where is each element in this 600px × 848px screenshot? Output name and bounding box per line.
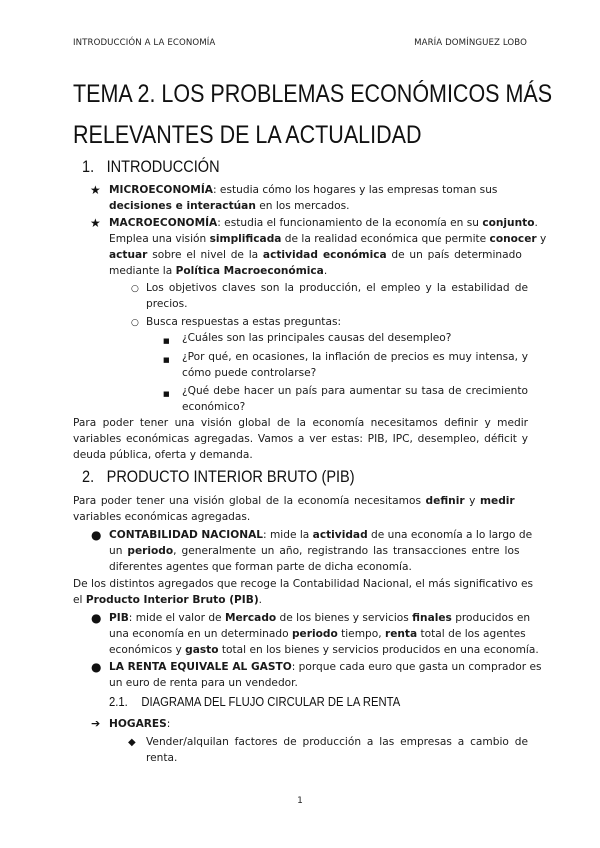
micro-text-end: en los mercados. <box>255 200 350 212</box>
macro-line-2 <box>109 231 547 247</box>
mid-text: el <box>73 594 86 606</box>
macro-bold-actuar: actuar <box>109 249 148 261</box>
macro-bold-simplificada: simplificada <box>209 233 282 245</box>
cn-bold-periodo: periodo <box>127 545 174 557</box>
micro-connector: e <box>171 200 187 212</box>
star-bullet-icon: ★ <box>90 183 101 197</box>
sub-bullet-preguntas: Busca respuestas a estas preguntas: <box>146 316 342 328</box>
pib-bold-renta: renta <box>384 628 418 640</box>
macro-line-3 <box>109 247 529 263</box>
macro-text: de la realidad económica que permite <box>281 233 490 245</box>
paragraph-vision-global: Para poder tener una visión global de la economía necesitamos definir y medir variables económicas agregadas. Vamos a ver estas: PIB, IPC, desempleo, déficit y deuda pública, oferta y demanda. <box>73 417 528 462</box>
cn-line-3: diferentes agentes que forman parte de dicha economía. <box>109 561 412 573</box>
section-heading-introduccion <box>82 158 220 177</box>
macro-text: . <box>534 217 538 229</box>
arrow-right-icon: ➔ <box>91 717 101 730</box>
pib-intro-line-2: variables económicas agregadas. <box>73 511 251 523</box>
subsection-number: 2.1. <box>109 695 128 709</box>
macro-bold-conocer: conocer <box>489 233 537 245</box>
hogares-colon: : <box>166 718 171 730</box>
cn-text: un <box>109 545 128 557</box>
circle-bullet-icon: ○ <box>131 284 139 294</box>
page-number: 1 <box>297 796 303 806</box>
hogares-item: Vender/alquilan factores de producción a las empresas a cambio de renta. <box>146 736 528 765</box>
pib-line-2 <box>109 626 529 642</box>
cn-bold-actividad: actividad <box>312 529 368 541</box>
micro-line-2 <box>109 198 527 214</box>
macro-text: de un país determinado <box>386 249 522 261</box>
pib-text: económicos y <box>109 644 186 656</box>
cn-text: de una economía a lo largo de <box>367 529 533 541</box>
micro-bold-decisiones: decisiones <box>109 200 172 212</box>
intro-text: Para poder tener una visión global de la economía necesitamos <box>73 495 426 507</box>
question-desempleo: ¿Cuáles son las principales causas del desempleo? <box>182 332 452 344</box>
pib-line-1 <box>109 610 529 626</box>
hogares-label: HOGARES <box>109 718 167 730</box>
section-number: 1. <box>82 158 95 176</box>
macro-bold-conjunto: conjunto <box>482 217 535 229</box>
macro-text: Emplea una visión <box>109 233 210 245</box>
sub-bullet-objetivos: Los objetivos claves son la producción, el empleo y la estabilidad de precios. <box>146 282 528 311</box>
section-title: INTRODUCCIÓN <box>106 158 220 176</box>
star-bullet-icon: ★ <box>90 216 101 230</box>
macro-text: . <box>323 265 328 277</box>
dot-bullet-icon: ● <box>91 660 102 674</box>
question-inflacion: ¿Por qué, en ocasiones, la inflación de precios es muy intensa, y cómo puede controlarse? <box>182 351 528 380</box>
section-title: PRODUCTO INTERIOR BRUTO (PIB) <box>106 468 355 486</box>
renta-line-1 <box>109 659 542 675</box>
pib-label: PIB <box>109 612 129 624</box>
question-crecimiento: ¿Qué debe hacer un país para aumentar su tasa de crecimiento económico? <box>182 385 528 414</box>
subsection-title: DIAGRAMA DEL FLUJO CIRCULAR DE LA RENTA <box>141 695 401 709</box>
cn-line-1 <box>109 527 533 543</box>
intro-bold-definir: definir <box>425 495 465 507</box>
pib-text: total en los bienes y servicios producidos en una economía. <box>218 644 539 656</box>
square-bullet-icon: ■ <box>163 356 170 364</box>
intro-text: y <box>464 495 480 507</box>
macro-bold-politica: Política Macroeconómica <box>175 265 324 277</box>
cn-line-2 <box>109 543 529 559</box>
pib-bold-mercado: Mercado <box>224 612 277 624</box>
section-number: 2. <box>82 468 95 486</box>
dot-bullet-icon: ● <box>91 611 102 625</box>
pib-text: tiempo, <box>337 628 385 640</box>
cn-label: CONTABILIDAD NACIONAL <box>109 529 264 541</box>
micro-label: MICROECONOMÍA <box>109 184 213 196</box>
renta-text: : porque cada euro que gasta un comprador es <box>291 661 542 673</box>
macro-line-4 <box>109 263 529 279</box>
page-title-line-1: TEMA 2. LOS PROBLEMAS ECONÓMICOS MÁS <box>73 80 553 108</box>
macro-bold-actividad: actividad económica <box>262 249 387 261</box>
pib-text: producidos en <box>451 612 531 624</box>
macro-text: y <box>536 233 547 245</box>
mid-line-2 <box>73 592 528 608</box>
renta-label: LA RENTA EQUIVALE AL GASTO <box>109 661 292 673</box>
mid-line-1: De los distintos agregados que recoge la Contabilidad Nacional, el más significativo es <box>73 578 533 590</box>
pib-bold-finales: finales <box>412 612 452 624</box>
macro-text: sobre el nivel de la <box>147 249 263 261</box>
mid-text: . <box>258 594 263 606</box>
cn-text: : mide la <box>263 529 313 541</box>
circle-bullet-icon: ○ <box>131 318 139 328</box>
macro-label: MACROECONOMÍA <box>109 217 218 229</box>
square-bullet-icon: ■ <box>163 337 170 345</box>
intro-bold-medir: medir <box>479 495 515 507</box>
pib-text: : mide el valor de <box>128 612 225 624</box>
header-course: INTRODUCCIÓN A LA ECONOMÍA <box>73 38 216 48</box>
section-heading-pib <box>82 468 355 487</box>
pib-text: total de los agentes <box>417 628 526 640</box>
mid-bold-pib: Producto Interior Bruto (PIB) <box>85 594 259 606</box>
pib-bold-periodo: periodo <box>291 628 338 640</box>
micro-line-1 <box>109 182 527 198</box>
diamond-bullet-icon: ◆ <box>128 737 136 748</box>
renta-line-2: un euro de renta para un vendedor. <box>109 677 298 689</box>
macro-text: : estudia el funcionamiento de la economía en su <box>217 217 483 229</box>
pib-text: de los bienes y servicios <box>276 612 413 624</box>
micro-bold-interactuan: interactúan <box>186 200 256 212</box>
macro-text: mediante la <box>109 265 176 277</box>
pib-text: una economía en un determinado <box>109 628 292 640</box>
page-title-line-2: RELEVANTES DE LA ACTUALIDAD <box>73 121 422 149</box>
cn-text: , generalmente un año, registrando las transacciones entre los <box>173 545 520 557</box>
dot-bullet-icon: ● <box>91 528 102 542</box>
square-bullet-icon: ■ <box>163 390 170 398</box>
subsection-heading-flujo <box>109 695 400 709</box>
micro-text: : estudia cómo los hogares y las empresas toman sus <box>213 184 498 196</box>
pib-bold-gasto: gasto <box>185 644 219 656</box>
hogares-label-line <box>109 716 529 732</box>
pib-intro-line-1 <box>73 493 528 509</box>
header-author: MARÍA DOMÍNGUEZ LOBO <box>414 38 527 48</box>
macro-line-1 <box>109 215 538 231</box>
pib-line-3 <box>109 642 539 658</box>
